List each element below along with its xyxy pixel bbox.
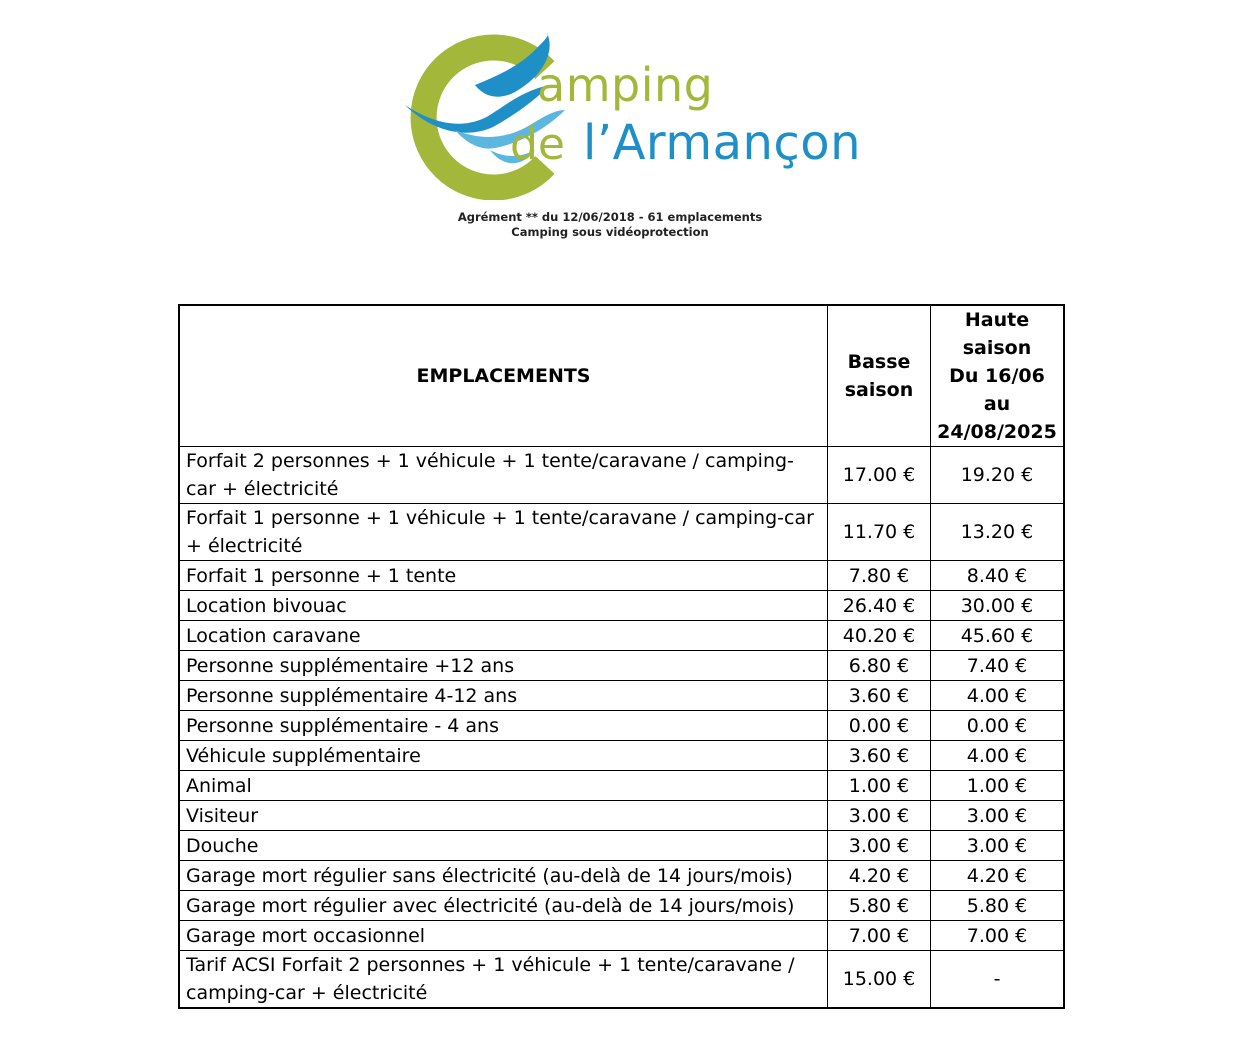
table-row — [179, 771, 1064, 801]
row-price-haute: 7.40 € — [930, 651, 1064, 681]
header-haute-line-3: Du 16/06 au — [949, 365, 1045, 415]
row-label: Garage mort occasionnel — [179, 921, 828, 951]
row-price-basse: 5.80 € — [828, 891, 931, 921]
row-price-haute: 30.00 € — [930, 591, 1064, 621]
row-price-haute: 7.00 € — [930, 921, 1064, 951]
table-row — [179, 561, 1064, 591]
row-label: Animal — [179, 771, 828, 801]
row-label: Véhicule supplémentaire — [179, 741, 828, 771]
table-row — [179, 591, 1064, 621]
row-label: Location bivouac — [179, 591, 828, 621]
table-row — [179, 921, 1064, 951]
row-price-basse: 7.00 € — [828, 921, 931, 951]
logo-word-de: de — [510, 119, 565, 170]
table-row — [179, 741, 1064, 771]
row-price-haute: 4.00 € — [930, 681, 1064, 711]
logo-word-camping: amping — [537, 58, 714, 112]
row-label: Tarif ACSI Forfait 2 personnes + 1 véhicule + 1 tente/caravane / camping-car + électricité — [179, 951, 828, 1009]
table-header-row — [179, 305, 1064, 447]
table-row — [179, 951, 1064, 1009]
row-price-basse: 6.80 € — [828, 651, 931, 681]
row-price-basse: 40.20 € — [828, 621, 931, 651]
row-price-basse: 3.60 € — [828, 741, 931, 771]
row-price-haute: 4.00 € — [930, 741, 1064, 771]
header-haute-line-2: saison — [962, 337, 1032, 359]
table-row — [179, 711, 1064, 741]
header-haute-line-1: Haute — [964, 309, 1030, 331]
table-row — [179, 801, 1064, 831]
header-haute-line-4: 24/08/2025 — [937, 421, 1057, 443]
row-price-basse: 17.00 € — [828, 447, 931, 504]
table-row — [179, 861, 1064, 891]
row-price-basse: 4.20 € — [828, 861, 931, 891]
table-row — [179, 621, 1064, 651]
row-price-basse: 26.40 € — [828, 591, 931, 621]
header-haute-saison — [930, 305, 1064, 447]
row-price-basse: 3.00 € — [828, 831, 931, 861]
row-price-haute: 3.00 € — [930, 801, 1064, 831]
row-label: Forfait 1 personne + 1 tente — [179, 561, 828, 591]
table-row — [179, 831, 1064, 861]
table-row — [179, 651, 1064, 681]
row-label: Forfait 2 personnes + 1 véhicule + 1 tente/caravane / camping-car + électricité — [179, 447, 828, 504]
logo-word-armancon: l’Armançon — [583, 115, 862, 171]
row-price-basse: 15.00 € — [828, 951, 931, 1009]
row-price-haute: 19.20 € — [930, 447, 1064, 504]
row-price-haute: 3.00 € — [930, 831, 1064, 861]
header-basse-line-1: Basse — [847, 351, 911, 373]
row-price-basse: 3.60 € — [828, 681, 931, 711]
camping-logo — [395, 30, 862, 200]
row-label: Personne supplémentaire +12 ans — [179, 651, 828, 681]
row-label: Personne supplémentaire - 4 ans — [179, 711, 828, 741]
header-emplacements: EMPLACEMENTS — [179, 305, 828, 447]
row-price-haute: 13.20 € — [930, 504, 1064, 561]
row-price-basse: 1.00 € — [828, 771, 931, 801]
row-label: Forfait 1 personne + 1 véhicule + 1 tente/caravane / camping-car + électricité — [179, 504, 828, 561]
row-price-haute: 4.20 € — [930, 861, 1064, 891]
header-basse-line-2: saison — [844, 379, 914, 401]
row-label: Garage mort régulier sans électricité (au-delà de 14 jours/mois) — [179, 861, 828, 891]
table-row — [179, 681, 1064, 711]
row-price-basse: 7.80 € — [828, 561, 931, 591]
table-row — [179, 891, 1064, 921]
row-price-haute: - — [930, 951, 1064, 1009]
row-price-haute: 5.80 € — [930, 891, 1064, 921]
row-label: Personne supplémentaire 4-12 ans — [179, 681, 828, 711]
row-label: Location caravane — [179, 621, 828, 651]
tarifs-table — [178, 304, 1065, 1009]
table-row — [179, 504, 1064, 561]
row-label: Visiteur — [179, 801, 828, 831]
row-label: Douche — [179, 831, 828, 861]
row-price-haute: 8.40 € — [930, 561, 1064, 591]
row-price-haute: 1.00 € — [930, 771, 1064, 801]
row-price-haute: 45.60 € — [930, 621, 1064, 651]
agrement-block — [380, 210, 840, 240]
row-label: Garage mort régulier avec électricité (au-delà de 14 jours/mois) — [179, 891, 828, 921]
agrement-line-1: Agrément ** du 12/06/2018 - 61 emplacements — [457, 210, 763, 224]
agrement-line-2: Camping sous vidéoprotection — [511, 225, 709, 239]
row-price-basse: 11.70 € — [828, 504, 931, 561]
row-price-haute: 0.00 € — [930, 711, 1064, 741]
row-price-basse: 0.00 € — [828, 711, 931, 741]
header-basse-saison — [828, 305, 931, 447]
row-price-basse: 3.00 € — [828, 801, 931, 831]
table-row — [179, 447, 1064, 504]
